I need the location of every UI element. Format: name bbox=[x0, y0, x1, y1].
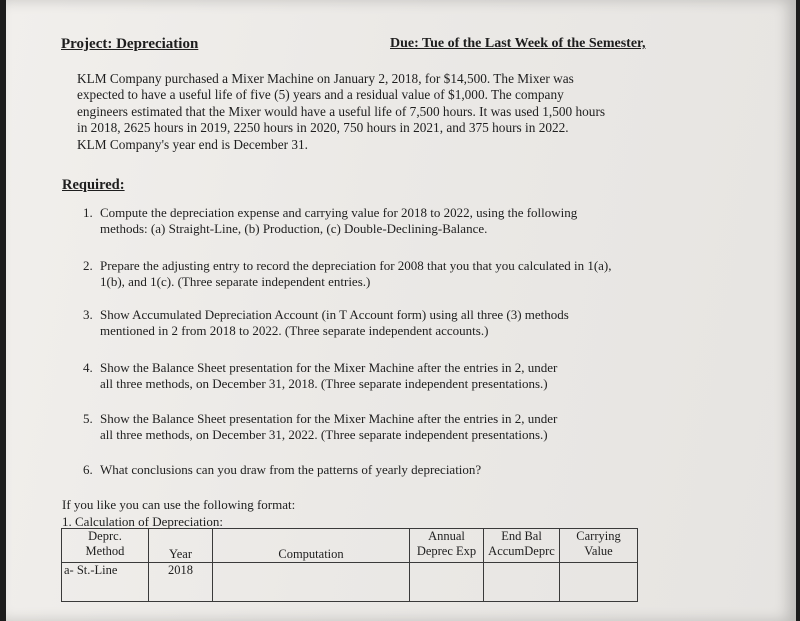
item-line: Prepare the adjusting entry to record the depreciation for 2008 that you that you calculated in 1(a), bbox=[100, 258, 612, 273]
header-computation-label: Computation bbox=[278, 547, 344, 561]
cell-method: a- St.-Line bbox=[62, 563, 149, 602]
item-number: 2. bbox=[83, 258, 93, 273]
header-computation bbox=[213, 529, 410, 563]
cell-annual bbox=[410, 563, 484, 602]
cell-carrying bbox=[560, 563, 638, 602]
intro-line: KLM Company purchased a Mixer Machine on January 2, 2018, for $14,500. The Mixer was bbox=[77, 71, 574, 86]
table-header-row bbox=[62, 529, 638, 563]
header-deprc-method bbox=[62, 529, 149, 563]
table-row bbox=[62, 563, 638, 602]
project-title: Project: Depreciation bbox=[61, 36, 199, 52]
header-carrying-line1: Carrying bbox=[576, 529, 621, 543]
item-line: methods: (a) Straight-Line, (b) Production, (c) Double-Declining-Balance. bbox=[100, 221, 488, 237]
requirement-item-4 bbox=[83, 360, 557, 393]
header-annual-line1: Annual bbox=[428, 529, 465, 543]
item-line: Show the Balance Sheet presentation for the Mixer Machine after the entries in 2, under bbox=[100, 411, 558, 426]
header-annual-line2: Deprec Exp bbox=[416, 544, 477, 558]
item-line: mentioned in 2 from 2018 to 2022. (Three separate independent accounts.) bbox=[100, 323, 489, 339]
requirement-item-6 bbox=[83, 462, 481, 478]
header-end-bal bbox=[484, 529, 560, 563]
header-annual-deprec bbox=[410, 529, 484, 563]
cell-computation bbox=[213, 563, 410, 602]
intro-line: engineers estimated that the Mixer would have a useful life of 7,500 hours. It was used 1,500 hours bbox=[77, 103, 606, 119]
item-line: Show Accumulated Depreciation Account (in T Account form) using all three (3) methods bbox=[100, 307, 569, 322]
item-line: Show the Balance Sheet presentation for the Mixer Machine after the entries in 2, under bbox=[100, 360, 558, 375]
cell-end-bal bbox=[484, 563, 560, 602]
required-heading: Required: bbox=[62, 177, 125, 193]
item-line: all three methods, on December 31, 2018. (Three separate independent presentations.) bbox=[100, 376, 548, 392]
document-page bbox=[6, 0, 796, 621]
item-line: Compute the depreciation expense and carrying value for 2018 to 2022, using the following bbox=[100, 205, 578, 220]
header-deprc-line2: Method bbox=[85, 544, 125, 558]
item-number: 1. bbox=[83, 205, 93, 220]
cell-year: 2018 bbox=[149, 563, 213, 602]
due-date: Due: Tue of the Last Week of the Semester, bbox=[390, 36, 646, 51]
item-number: 6. bbox=[83, 462, 93, 477]
requirement-item-2 bbox=[83, 258, 612, 291]
requirement-item-5 bbox=[83, 411, 557, 444]
header-year bbox=[149, 529, 213, 563]
item-number: 3. bbox=[83, 307, 93, 322]
intro-line: expected to have a useful life of five (5) years and a residual value of $1,000. The company bbox=[77, 87, 564, 103]
item-number: 5. bbox=[83, 411, 93, 426]
intro-line: in 2018, 2625 hours in 2019, 2250 hours in 2020, 750 hours in 2021, and 375 hours in 2022. bbox=[77, 120, 569, 136]
requirement-item-3 bbox=[83, 307, 569, 340]
item-line: all three methods, on December 31, 2022. (Three separate independent presentations.) bbox=[100, 427, 548, 443]
format-hint: If you like you can use the following format: bbox=[62, 497, 296, 512]
item-line: 1(b), and 1(c). (Three separate independent entries.) bbox=[100, 274, 371, 290]
requirement-item-1 bbox=[83, 205, 577, 238]
item-number: 4. bbox=[83, 360, 93, 375]
intro-line: KLM Company's year end is December 31. bbox=[77, 136, 308, 152]
header-carrying-line2: Value bbox=[584, 544, 613, 558]
header-endbal-line1: End Bal bbox=[501, 529, 542, 543]
intro-paragraph bbox=[77, 71, 652, 153]
header-endbal-line2: AccumDeprc bbox=[488, 544, 555, 558]
header-deprc-line1: Deprc. bbox=[88, 529, 122, 543]
header-carrying-value bbox=[560, 529, 638, 563]
item-line: What conclusions can you draw from the patterns of yearly depreciation? bbox=[100, 462, 482, 477]
table-caption: 1. Calculation of Depreciation: bbox=[62, 514, 224, 529]
depreciation-table bbox=[61, 528, 638, 602]
header-year-label: Year bbox=[168, 547, 193, 561]
